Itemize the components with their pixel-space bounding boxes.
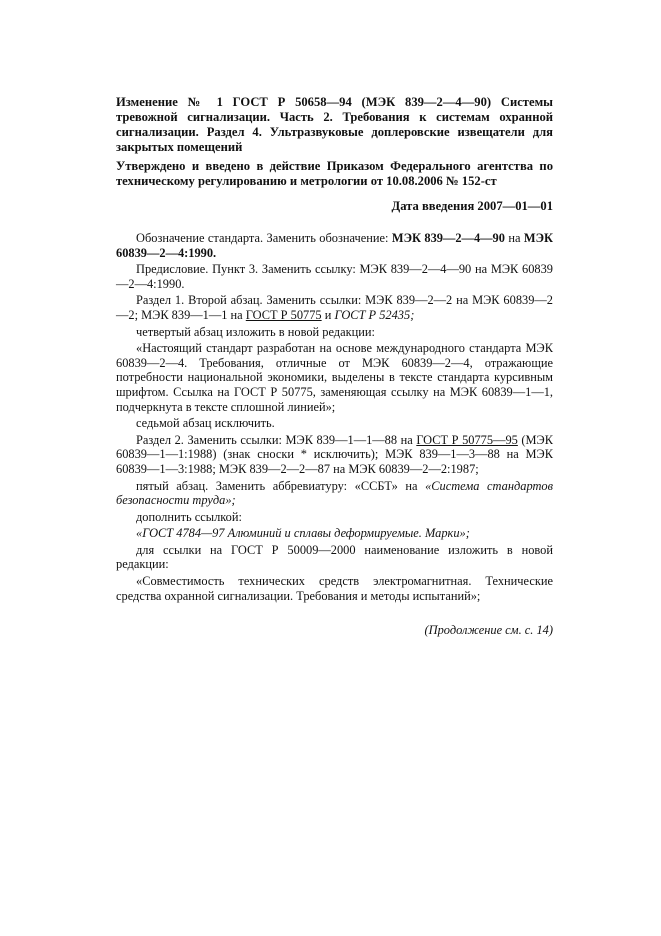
text-run: пятый абзац. Заменить аббревиатуру: «ССБТ» на bbox=[136, 478, 426, 493]
underlined-reference: ГОСТ Р 50775 bbox=[245, 307, 322, 322]
paragraph-designation bbox=[116, 231, 553, 260]
paragraph-add-reference: дополнить ссылкой: bbox=[136, 509, 242, 524]
paragraph-new-wording: «Настоящий стандарт разработан на основе международного стандарта МЭК 60839—2—4. Требования, отличные от МЭК 60839—2—4, отражающие потребности национальной экономики, выделены в тексте стандарта курсивным шрифтом. Ссылка на ГОСТ Р 50775, заменяющая ссылку на МЭК 60839—1—1, подчеркнута в тексте сплошной линией»; bbox=[116, 341, 553, 414]
continuation-note: (Продолжение см. с. 14) bbox=[424, 623, 553, 638]
paragraph-gost-4784: «ГОСТ 4784—97 Алюминий и сплавы деформируемые. Марки»; bbox=[136, 526, 470, 541]
italic-reference: «Система стандартов безопасности труда»; bbox=[116, 478, 553, 508]
paragraph-seventh-abzac: седьмой абзац исключить. bbox=[136, 416, 275, 431]
text-run: и bbox=[321, 307, 335, 322]
document-title: Изменение № 1 ГОСТ Р 50658—94 (МЭК 839—2—4—90) Системы тревожной сигнализации. Часть 2. Требования к системам охранной сигнализации. Раздел 4. Ультразвуковые доплеровские извещатели для закрытых помещений bbox=[116, 95, 553, 154]
text-run: Раздел 2. Заменить ссылки: МЭК 839—1—1—88 на bbox=[136, 432, 417, 447]
paragraph-section-1 bbox=[116, 293, 553, 322]
paragraph-new-title: «Совместимость технических средств электромагнитная. Технические средства охранной сигнализации. Требования и методы испытаний»; bbox=[116, 574, 553, 603]
paragraph-fourth-abzac: четвертый абзац изложить в новой редакции: bbox=[136, 324, 375, 339]
bold-reference: МЭК 60839—2—4:1990. bbox=[116, 231, 553, 260]
paragraph-gost-50009: для ссылки на ГОСТ Р 50009—2000 наименование изложить в новой редакции: bbox=[116, 542, 553, 572]
paragraph-fifth-abzac bbox=[116, 479, 553, 508]
text-run: на bbox=[504, 231, 524, 245]
document-page bbox=[116, 95, 553, 651]
effective-date: Дата введения 2007—01—01 bbox=[391, 199, 553, 213]
approval-statement: Утверждено и введено в действие Приказом Федерального агентства по техническому регулированию и метрологии от 10.08.2006 № 152-ст bbox=[116, 159, 553, 188]
text-run: Обозначение стандарта. Заменить обозначение: bbox=[136, 231, 392, 245]
italic-reference: ГОСТ Р 52435; bbox=[334, 307, 415, 322]
paragraph-foreword: Предисловие. Пункт 3. Заменить ссылку: МЭК 839—2—4—90 на МЭК 60839—2—4:1990. bbox=[116, 262, 553, 291]
bold-reference: МЭК 839—2—4—90 bbox=[391, 231, 505, 245]
text-run: Раздел 1. Второй абзац. Заменить ссылки: МЭК 839—2—2 на МЭК 60839—2—2; МЭК 839—1—1 на bbox=[116, 293, 553, 322]
text-run: (МЭК 60839—1—1:1988) (знак сноски * исключить); МЭК 839—1—3—88 на МЭК 60839—1—3:1988; МЭК 839—2—2—87 на МЭК 60839—2—2:1987; bbox=[116, 432, 553, 476]
paragraph-section-2 bbox=[116, 433, 553, 477]
underlined-reference: ГОСТ Р 50775—95 bbox=[416, 432, 518, 447]
